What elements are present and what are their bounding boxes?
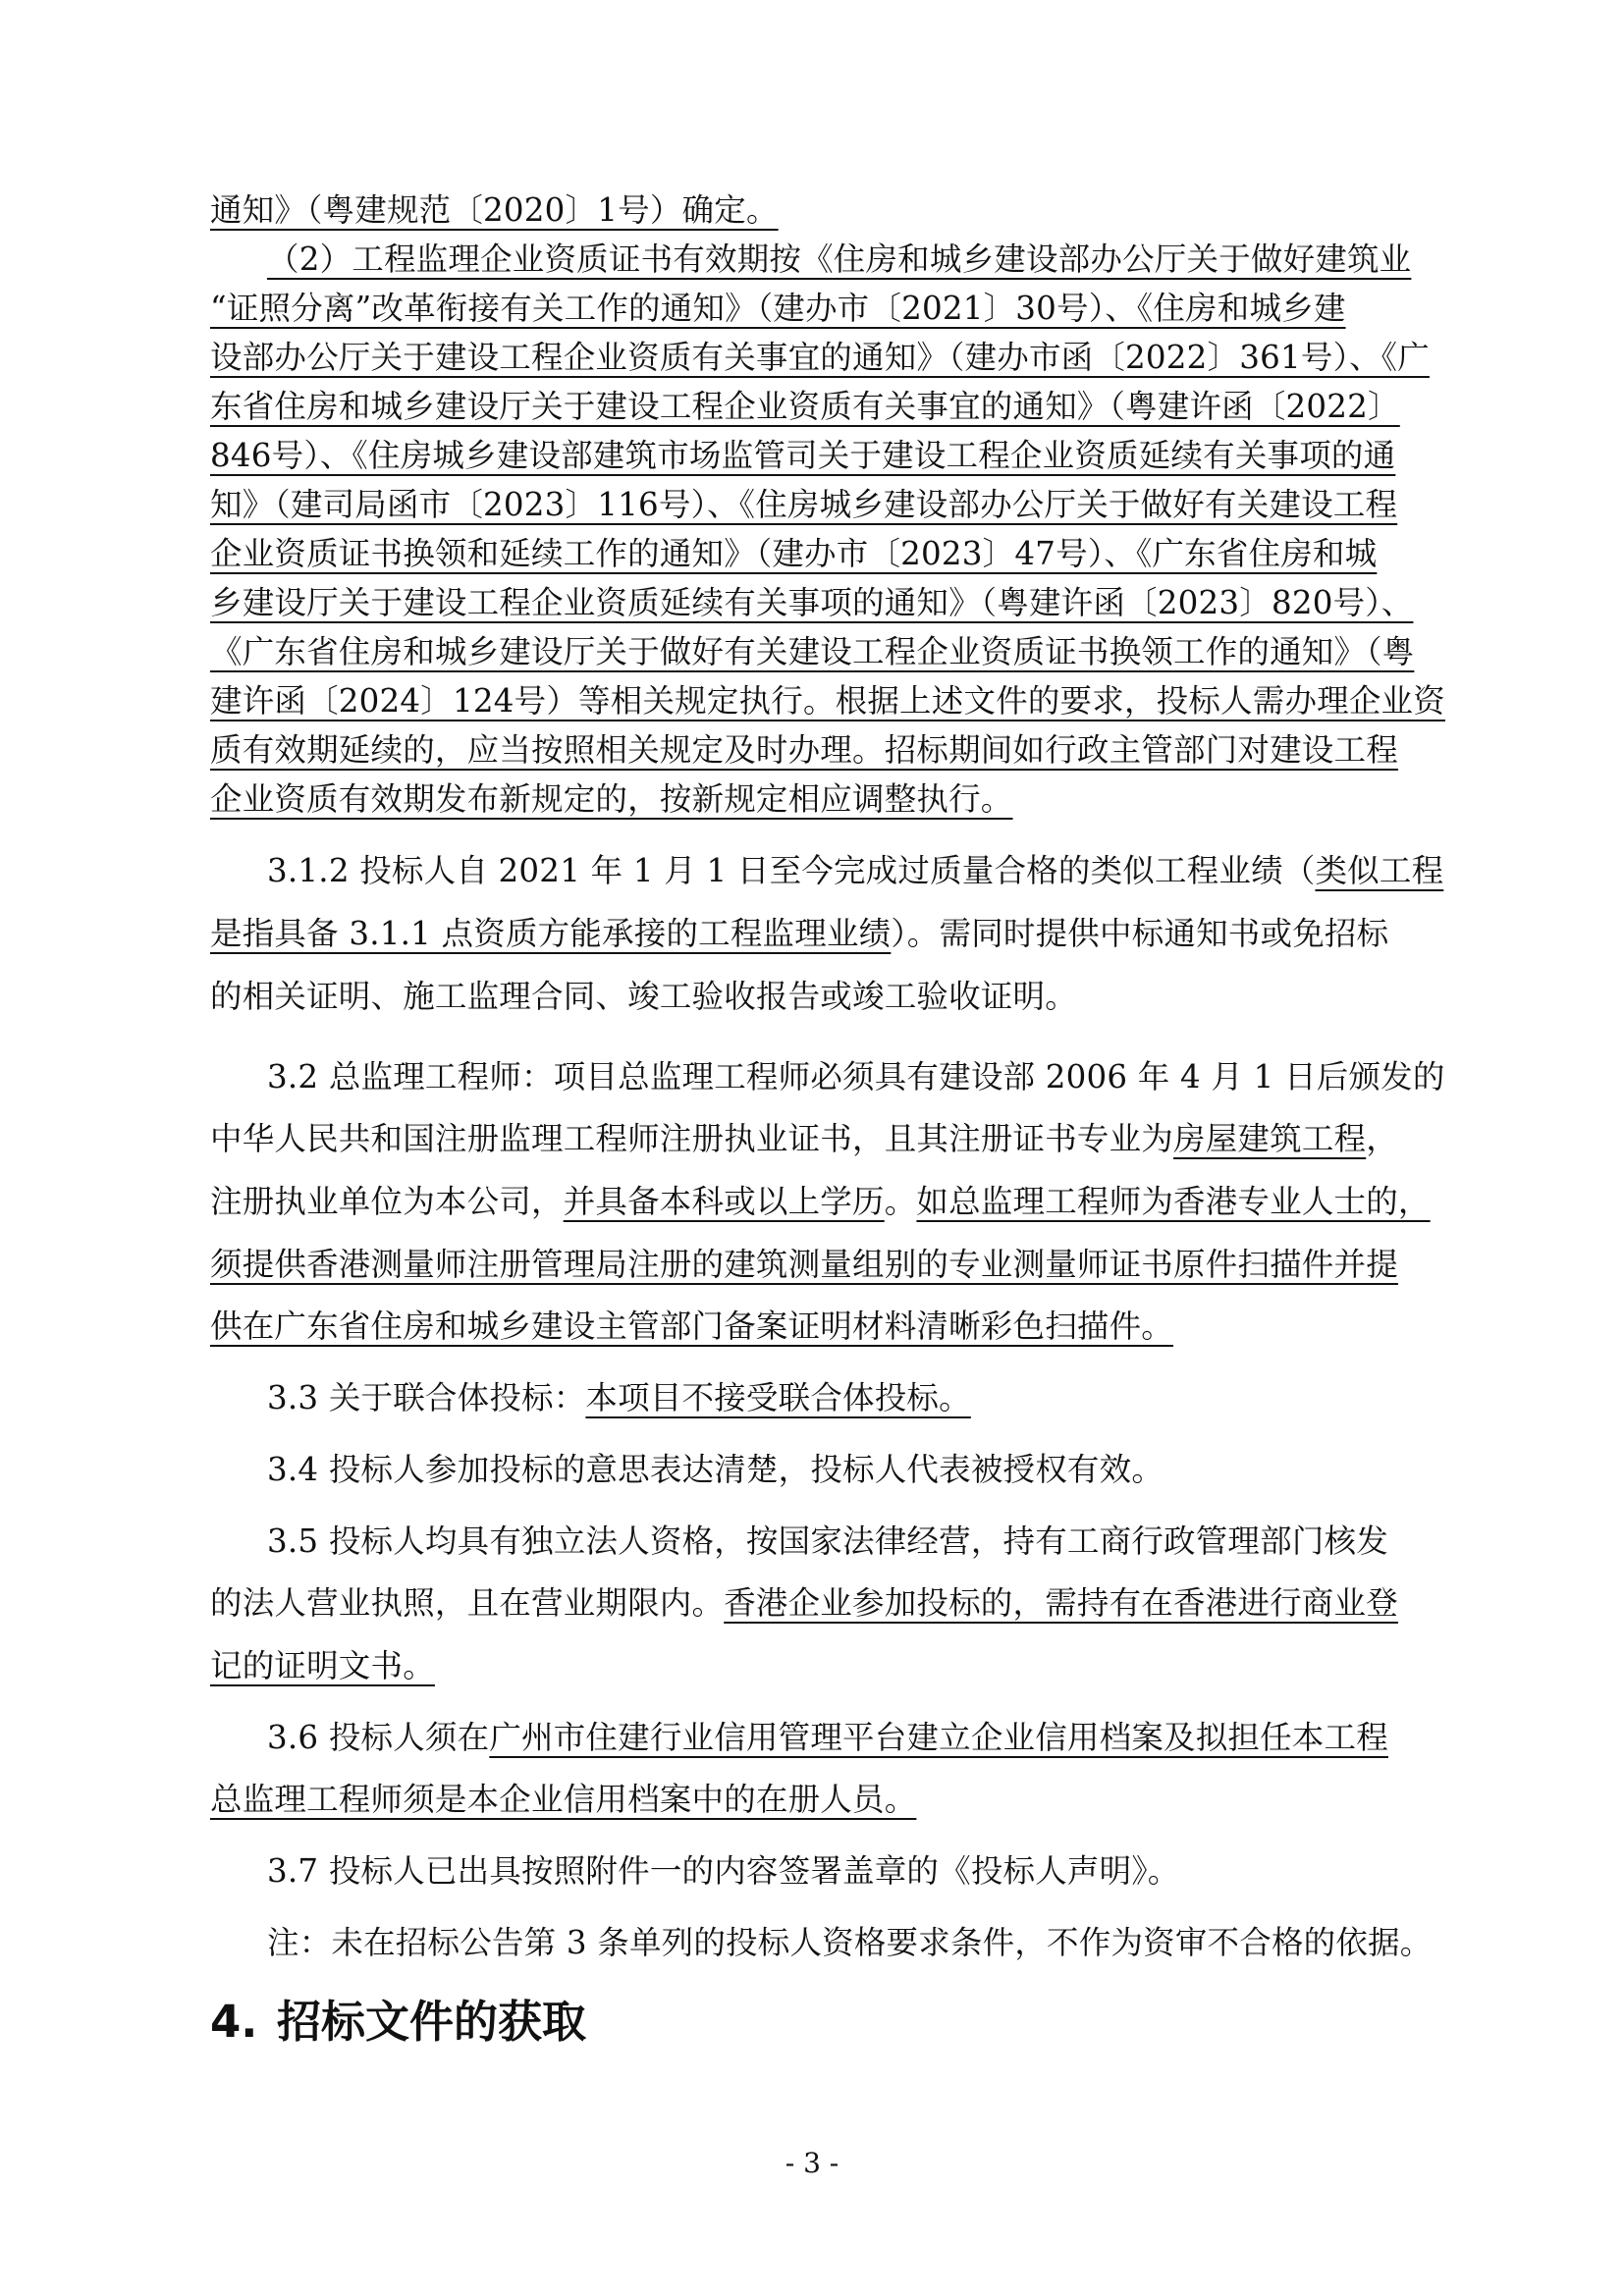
paragraph-line: 建许函〔2024〕124号）等相关规定执行。根据上述文件的要求，投标人需办理企业资: [210, 682, 1445, 720]
clause-text: 3.7 投标人已出具按照附件一的内容签署盖章的《投标人声明》。: [267, 1852, 1180, 1890]
note-text: 注：未在招标公告第 3 条单列的投标人资格要求条件，不作为资审不合格的依据。: [267, 1924, 1433, 1961]
clause-text: 是指具备 3.1.1 点资质方能承接的工程监理业绩）。需同时提供中标通知书或免招标: [210, 915, 1389, 952]
paragraph-line: 乡建设厅关于建设工程企业资质延续有关事项的通知》（粤建许函〔2023〕820号）、: [210, 584, 1414, 621]
clause-text: 3.6 投标人须在广州市住建行业信用管理平台建立企业信用档案及拟担任本工程: [267, 1719, 1388, 1756]
page-number: - 3 -: [785, 2147, 839, 2179]
clause-text: 记的证明文书。: [210, 1647, 435, 1684]
clause-text: 注册执业单位为本公司，并具备本科或以上学历。如总监理工程师为香港专业人士的，: [210, 1183, 1431, 1220]
section-title: 招标文件的获取: [277, 1996, 587, 2048]
clause-text: 3.3 关于联合体投标：本项目不接受联合体投标。: [267, 1379, 971, 1416]
clause-text: 3.1.2 投标人自 2021 年 1 月 1 日至今完成过质量合格的类似工程业绩（类似工程: [267, 852, 1444, 889]
section-number: 4.: [210, 1996, 258, 2048]
clause-text: 的法人营业执照，且在营业期限内。香港企业参加投标的，需持有在香港进行商业登: [210, 1584, 1398, 1622]
clause-text: 3.2 总监理工程师：项目总监理工程师必须具有建设部 2006 年 4 月 1 日后颁发的: [267, 1058, 1445, 1095]
paragraph-line: “证照分离”改革衔接有关工作的通知》（建办市〔2021〕30号）、《住房和城乡建: [210, 290, 1346, 327]
underlined-text: 通知》（粤建规范〔2020〕1号）确定。: [210, 191, 779, 229]
clause-text: 的相关证明、施工监理合同、竣工验收报告或竣工验收证明。: [210, 978, 1077, 1015]
clause-3-7: [0, 1847, 1624, 1895]
paragraph-line: 企业资质有效期发布新规定的，按新规定相应调整执行。: [210, 780, 1013, 818]
paragraph-line: 知》（建司局函市〔2023〕116号）、《住房城乡建设部办公厅关于做好有关建设工程: [210, 486, 1398, 523]
section-heading-4: [210, 1993, 586, 2052]
paragraph-line: （2）工程监理企业资质证书有效期按《住房和城乡建设部办公厅关于做好建筑业: [267, 240, 1412, 278]
paragraph-line: 东省住房和城乡建设厅关于建设工程企业资质有关事宜的通知》（粤建许函〔2022〕: [210, 388, 1400, 425]
clause-text: 3.5 投标人均具有独立法人资格，按国家法律经营，持有工商行政管理部门核发: [267, 1522, 1388, 1560]
clause-text: 中华人民共和国注册监理工程师注册执业证书，且其注册证书专业为房屋建筑工程，: [210, 1120, 1398, 1157]
paragraph-line: 846号）、《住房城乡建设部建筑市场监管司关于建设工程企业资质延续有关事项的通: [210, 437, 1396, 474]
paragraph-line: 质有效期延续的，应当按照相关规定及时办理。招标期间如行政主管部门对建设工程: [210, 731, 1398, 769]
clause-text: 总监理工程师须是本企业信用档案中的在册人员。: [210, 1781, 917, 1818]
paragraph-line: 《广东省住房和城乡建设厅关于做好有关建设工程企业资质证书换领工作的通知》（粤: [210, 633, 1415, 670]
clause-text: 供在广东省住房和城乡建设主管部门备案证明材料清晰彩色扫描件。: [210, 1308, 1174, 1345]
note: [0, 1919, 1624, 1966]
clause-text: 须提供香港测量师注册管理局注册的建筑测量组别的专业测量师证书原件扫描件并提: [210, 1246, 1398, 1283]
paragraph-line: [0, 187, 1624, 234]
paragraph-line: 企业资质证书换领和延续工作的通知》（建办市〔2023〕47号）、《广东省住房和城: [210, 535, 1378, 572]
clause-3-3: [0, 1374, 1624, 1421]
clause-3-4: [0, 1446, 1624, 1493]
paragraph-line: 设部办公厅关于建设工程企业资质有关事宜的通知》（建办市函〔2022〕361号）、《广: [210, 339, 1430, 376]
clause-text: 3.4 投标人参加投标的意思表达清楚，投标人代表被授权有效。: [267, 1451, 1164, 1488]
